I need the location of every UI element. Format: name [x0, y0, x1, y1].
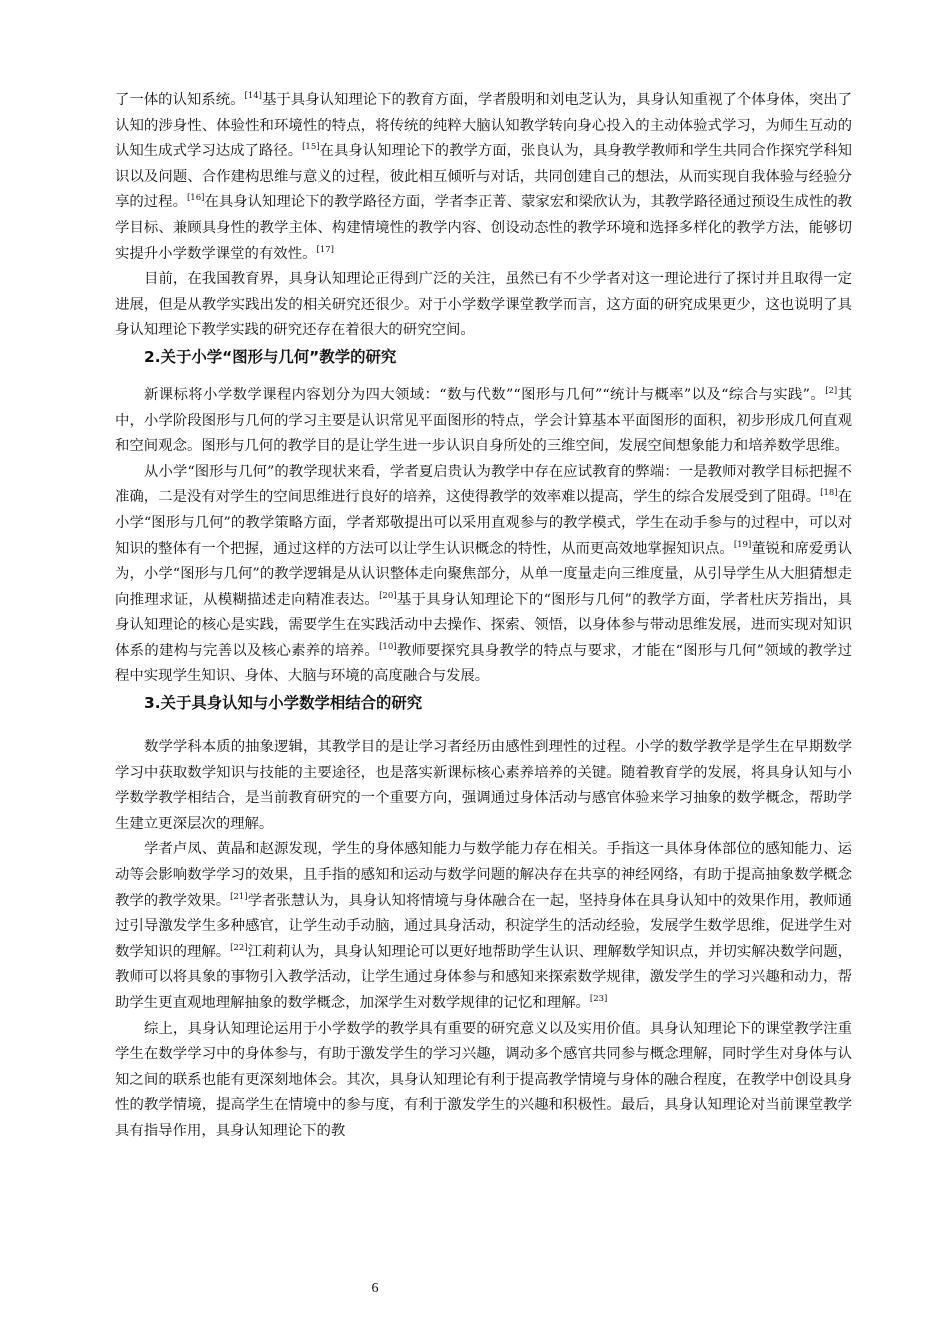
paragraph-text: 学者张慧认为，具身认知将情境与身体融合在一起，坚持身体在具身认知中的效果作用，教师通过引导激发学生多种感官，让学生动手动脑，通过具身活动，积淀学生的活动经验，发展学生数学思维，促进学生对数学知识的理解。	[115, 892, 853, 960]
paragraph: 目前，在我国教育界，具身认知理论正得到广泛的关注，虽然已有不少学者对这一理论进行了探讨并且取得一定进展，但是从教学实践出发的相关研究还很少。对于小学数学课堂教学而言，这方面的研究成果更少，这也说明了具身认知理论下教学实践的研究还存在着很大的研究空间。	[115, 271, 852, 339]
paragraph-text: 其中，小学阶段图形与几何的学习主要是认识常见平面图形的特点，学会计算基本平面图形的面积，初步形成几何直观和空间观念。图形与几何的教学目的是让学生进一步认识自身所处的三维空间，发展空间想象能力和培养数学思维。	[115, 386, 852, 455]
citation-ref: [18]	[820, 488, 838, 499]
citation-ref: [16]	[186, 193, 205, 204]
paragraph-text: 了一体的认知系统。	[115, 92, 245, 108]
paragraph-text: 董锐和席爱勇认为，小学“图形与几何”的教学逻辑是从认识整体走向聚焦部分，从单一度量走向三维度量，从引导学生从大胆猜想走向推理求证，从模糊描述走向精准表达。	[115, 540, 853, 608]
paragraph-text: 新课标将小学数学课程内容划分为四大领域：“数与代数”“图形与几何”“统计与概率”以及“综合与实践”。	[144, 386, 826, 403]
paragraph: 综上，具身认知理论运用于小学数学的教学具有重要的研究意义以及实用价值。具身认知理论下的课堂教学注重学生在数学学习中的身体参与，有助于激发学生的学习兴趣，调动多个感官共同参与概念理解，同时学生对身体与认知之间的联系也能有更深刻地体会。其次，具身认知理论有利于提高教学情境与身体的融合程度，在教学中创设具身性的教学情境，提高学生在情境中的参与度，有利于激发学生的兴趣和积极性。最后，具身认知理论对当前课堂教学具有指导作用，具身认知理论下的教	[115, 1020, 852, 1139]
section-heading: 3.关于具身认知与小学数学相结合的研究	[144, 694, 423, 713]
citation-ref: [2]	[825, 385, 838, 396]
citation-ref: [23]	[589, 994, 608, 1004]
citation-ref: [21]	[230, 891, 248, 902]
citation-ref: [17]	[316, 244, 334, 255]
paragraph-text: 从小学“图形与几何”的教学现状来看，学者夏启贵认为教学中存在应试教育的弊端：一是教师对教学目标把握不准确，二是没有对学生的空间思维进行良好的培养，这使得教学的效率难以提高，学生的综合发展受到了阻碍。	[115, 463, 852, 506]
paragraph-text: 在具身认知理论下的教学方面，张良认为，具身教学教师和学生共同合作探究学科知识以及问题、合作建构思维与意义的过程，彼此相互倾听与对话，共同创建自己的想法，从而实现自我体验与经验分享的过程。	[115, 143, 853, 211]
page-number: 6	[371, 1281, 379, 1296]
paragraph-text: 在小学“图形与几何”的教学策略方面，学者郑敬提出可以采用直观参与的教学模式，学生在动手参与的过程中，可以对知识的整体有一个把握，通过这样的方法可以让学生认识概念的特性，从而更高效地掌握知识点。	[115, 489, 853, 557]
paragraph: 数学学科本质的抽象逻辑，其教学目的是让学习者经历由感性到理性的过程。小学的数学教学是学生在早期数学学习中获取数学知识与技能的主要途径，也是落实新课标核心素养培养的关键。随着教育学的发展，将具身认知与小学数学教学相结合，是当前教育研究的一个重要方向，强调通过身体活动与感官体验来学习抽象的数学概念，帮助学生建立更深层次的理解。	[115, 739, 852, 832]
citation-ref: [10]	[379, 641, 397, 652]
paragraph-text: 基于具身认知理论下的教育方面，学者殷明和刘电芝认为，具身认知重视了个体身体，突出了认知的涉身性、体验性和环境性的特点，将传统的纯粹大脑认知教学转向身心投入的主动体验式学习，为师生互动的认知生成式学习达成了路径。	[115, 92, 853, 160]
document-body	[115, 88, 852, 1145]
citation-ref: [22]	[230, 942, 248, 953]
paragraph	[115, 383, 852, 460]
paragraph	[115, 460, 852, 690]
section-heading: 2.关于小学“图形与几何”教学的研究	[144, 347, 397, 366]
citation-ref: [20]	[379, 590, 397, 601]
citation-ref: [15]	[302, 142, 320, 153]
paragraph-text: 在具身认知理论下的教学路径方面，学者李正菁、蒙家宏和梁欣认为，其教学路径通过预设生成性的教学目标、兼顾具身性的教学主体、构建情境性的教学内容、创设动态性的教学环境和选择多样化的教学方法，能够切实提升小学数学课堂的有效性。	[115, 194, 853, 262]
citation-ref: [14]	[244, 91, 262, 101]
paragraph-text: 学者卢凤、黄晶和赵源发现，学生的身体感知能力与数学能力存在相关。手指这一具体身体部位的感知能力、运动等会影响数学学习的效果，且手指的感知和运动与数学问题的解决存在共享的神经网络，有助于提高抽象数学概念教学的教学效果。	[115, 841, 852, 909]
paragraph-text: 江莉莉认为，具身认知理论可以更好地帮助学生认识、理解数学知识点，并切实解决数学问题，教师可以将具象的事物引入教学活动，让学生通过身体参与和感知来探索数学规律，激发学生的学习兴趣和动力，帮助学生更直观地理解抽象的数学概念，加深学生对数学规律的记忆和理解。	[115, 943, 853, 1011]
paragraph-text: 基于具身认知理论下的“图形与几何”的教学方面，学者杜庆芳指出，具身认知理论的核心是实践，需要学生在实践活动中去操作、探索、领悟，以身体参与带动思维发展，进而实现对知识体系的建构与完善以及核心素养的培养。	[115, 591, 852, 659]
paragraph	[115, 837, 852, 1016]
paragraph	[115, 88, 852, 267]
paragraph-text: 教师要探究具身教学的特点与要求，才能在“图形与几何”领域的教学过程中实现学生知识、身体、大脑与环境的高度融合与发展。	[115, 642, 852, 685]
citation-ref: [19]	[733, 539, 752, 550]
